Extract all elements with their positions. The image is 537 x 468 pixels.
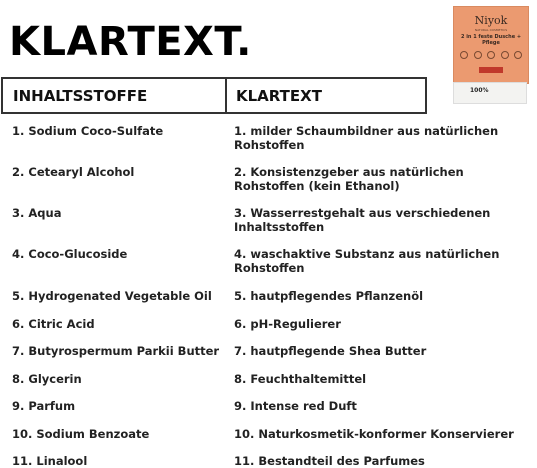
explanation-cell: 2. Konsistenzgeber aus natürlichen Rohstoffen (kein Ethanol): [234, 165, 464, 193]
explanation-cell: 7. hautpflegende Shea Butter: [234, 344, 427, 358]
ingredient-cell: 6. Citric Acid: [12, 317, 95, 331]
ingredient-cell: 7. Butyrospermum Parkii Butter: [12, 344, 220, 358]
leaf-icon: [460, 51, 468, 59]
ingredient-cell: 11. Linalool: [12, 454, 88, 468]
ingredient-cell: 10. Sodium Benzoate: [12, 427, 150, 441]
explanation-cell: 11. Bestandteil des Parfumes: [234, 454, 425, 468]
ingredient-cell: 4. Coco-Glucoside: [12, 247, 128, 261]
vegan-icon: [514, 51, 522, 59]
ingredient-cell: 2. Cetearyl Alcohol: [12, 165, 135, 179]
recycle-icon: [501, 51, 509, 59]
explanation-cell: 3. Wasserrestgehalt aus verschiedenen Inhaltsstoffen: [234, 206, 491, 234]
ingredient-cell: 8. Glycerin: [12, 372, 82, 386]
header-klartext: KLARTEXT: [236, 87, 322, 105]
explanation-cell: 9. Intense red Duft: [234, 399, 357, 413]
card-percent: 100%: [470, 87, 489, 94]
ingredient-cell: 9. Parfum: [12, 399, 76, 413]
header-ingredients: INHALTSSTOFFE: [13, 87, 148, 105]
explanation-cell: 1. milder Schaumbildner aus natürlichen Rohstoffen: [234, 124, 499, 152]
explanation-cell: 8. Feuchthaltemittel: [234, 372, 367, 386]
explanation-cell: 5. hautpflegendes Pflanzenöl: [234, 289, 424, 303]
ingredients-table: [0, 77, 537, 466]
product-box: [453, 6, 529, 84]
table-body: [0, 77, 537, 466]
explanation-cell: 10. Naturkosmetik-konformer Konservierer: [234, 427, 514, 441]
product-icons: [460, 51, 522, 61]
hand-icon: [487, 51, 495, 59]
ingredient-cell: 5. Hydrogenated Vegetable Oil: [12, 289, 212, 303]
product-badge: [479, 67, 503, 73]
drop-icon: [474, 51, 482, 59]
ingredient-cell: 1. Sodium Coco-Sulfate: [12, 124, 164, 138]
product-title: 2 in 1 feste Dusche + Pflege: [460, 34, 522, 46]
product-subtitle: NATURAL COSMETICS: [474, 28, 508, 32]
explanation-cell: 4. waschaktive Substanz aus natürlichen Rohstoffen: [234, 247, 500, 275]
explanation-cell: 6. pH-Regulierer: [234, 317, 341, 331]
product-brand: Niyok: [474, 14, 508, 27]
page-title: KLARTEXT.: [9, 19, 252, 65]
ingredient-cell: 3. Aqua: [12, 206, 62, 220]
